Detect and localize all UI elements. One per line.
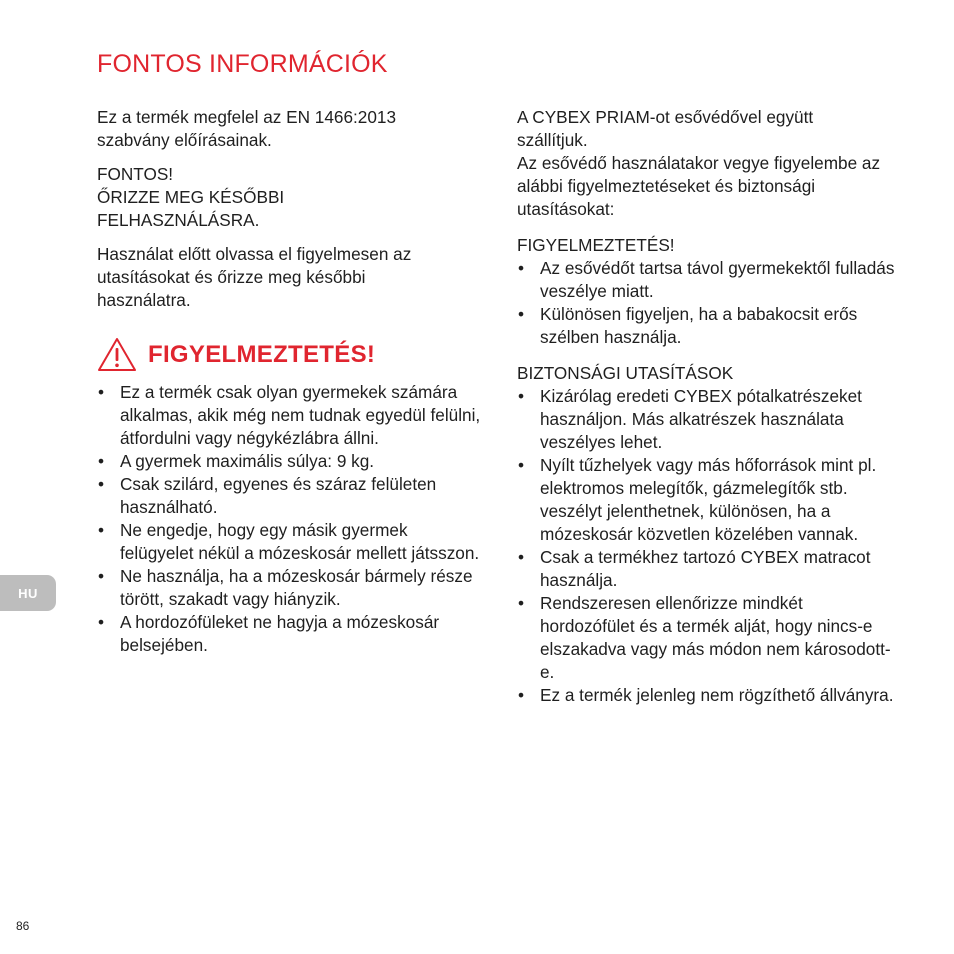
bullet: •	[518, 304, 525, 324]
important-heading: FONTOS!	[97, 164, 174, 184]
bullet: •	[98, 382, 105, 402]
list-item: • Nyílt tűzhelyek vagy más hőforrások mint pl. elektromos melegítők, gázmelegítők stb. veszélyt jelenthetnek, különösen, ha a mózeskosár közvetlen közelében vannak.	[518, 455, 877, 544]
bullet: •	[518, 386, 525, 406]
bullet: •	[518, 685, 525, 705]
list-item: • A hordozófüleket ne hagyja a mózeskosár belsejében.	[98, 612, 440, 655]
list-item: • Csak a termékhez tartozó CYBEX matracot használja.	[518, 547, 871, 590]
bullet: •	[98, 612, 105, 632]
left-column	[97, 106, 482, 657]
bullet: •	[98, 520, 105, 540]
raincover-warning-heading: FIGYELMEZTETÉS!	[517, 235, 675, 255]
bullet: •	[518, 593, 525, 613]
page-number: 86	[16, 919, 30, 933]
list-item: • Ne engedje, hogy egy másik gyermek felügyelet nékül a mózeskosár mellett játsszon.	[98, 520, 480, 563]
bullet: •	[98, 474, 105, 494]
safety-instructions-heading: BIZTONSÁGI UTASÍTÁSOK	[517, 363, 734, 383]
bullet: •	[518, 455, 525, 475]
raincover-notice-text: Az esővédő használatakor vegye figyelembe az alábbi figyelmeztetéseket és biztonsági utasításokat:	[517, 153, 881, 219]
warning-header	[97, 337, 482, 372]
warning-title: FIGYELMEZTETÉS!	[148, 341, 376, 368]
list-item: • Különösen figyeljen, ha a babakocsit erős szélben használja.	[518, 304, 858, 347]
bullet: •	[518, 547, 525, 567]
keep-for-reference-text: ŐRIZZE MEG KÉSŐBBI FELHASZNÁLÁSRA.	[97, 187, 285, 230]
raincover-warning-list	[517, 257, 902, 349]
raincover-intro-text: A CYBEX PRIAM-ot esővédővel együtt szállítjuk.	[517, 107, 814, 150]
language-tab: HU	[0, 575, 56, 611]
warning-list	[97, 381, 482, 657]
standard-compliance-text: Ez a termék megfelel az EN 1466:2013 szabvány előírásainak.	[97, 107, 397, 150]
bullet: •	[98, 566, 105, 586]
warning-triangle-icon	[97, 337, 137, 372]
bullet: •	[98, 451, 105, 471]
list-item: • Az esővédőt tartsa távol gyermekektől fulladás veszélye miatt.	[518, 258, 895, 301]
page-title: FONTOS INFORMÁCIÓK	[97, 50, 388, 78]
right-column	[517, 106, 902, 707]
read-instructions-text: Használat előtt olvassa el figyelmesen az utasításokat és őrizze meg későbbi használatra.	[97, 244, 412, 310]
list-item: • Ez a termék jelenleg nem rögzíthető állványra.	[518, 685, 894, 705]
list-item: • Rendszeresen ellenőrizze mindkét hordozófület és a termék alját, hogy nincs-e elszakadva vagy más módon nem károsodott-e.	[518, 593, 891, 682]
list-item: • Ez a termék csak olyan gyermekek számára alkalmas, akik még nem tudnak egyedül felülni, átfordulni vagy négykézlábra állni.	[98, 382, 481, 448]
list-item: • A gyermek maximális súlya: 9 kg.	[98, 451, 375, 471]
list-item: • Ne használja, ha a mózeskosár bármely része törött, szakadt vagy hiányzik.	[98, 566, 473, 609]
safety-instructions-list	[517, 385, 902, 707]
list-item: • Csak szilárd, egyenes és száraz felületen használható.	[98, 474, 437, 517]
list-item: • Kizárólag eredeti CYBEX pótalkatrészeket használjon. Más alkatrészek használata veszélyes lehet.	[518, 386, 862, 452]
bullet: •	[518, 258, 525, 278]
